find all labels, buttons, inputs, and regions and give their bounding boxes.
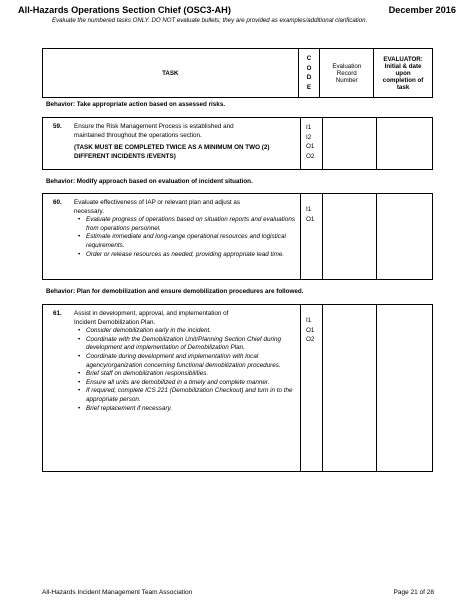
- evaluator-initial-cell[interactable]: [376, 118, 377, 169]
- document-date: December 2016: [388, 5, 456, 15]
- task-bullets: [74, 216, 296, 259]
- list-item: • Evaluate progress of operations based on situation reports and evaluations from operations personnel.: [86, 216, 296, 233]
- evaluation-record-cell[interactable]: [322, 118, 323, 169]
- document-title: All-Hazards Operations Section Chief (OSC3-AH): [18, 5, 231, 15]
- page-header: [18, 5, 456, 15]
- task-row-59: [42, 117, 433, 170]
- footer-organization: All-Hazards Incident Management Team Association: [42, 589, 193, 596]
- evaluation-record-cell[interactable]: [322, 305, 323, 471]
- task-bullets: [74, 327, 296, 413]
- task-number: 59.: [53, 123, 62, 130]
- code-cell: [300, 305, 301, 471]
- list-item: • Ensure all units are demobilized in a timely and complete manner.: [86, 379, 296, 388]
- list-item: • If required, complete ICS 221 (Demobilization Checkout) and turn in to the appropriate person.: [86, 387, 296, 404]
- task-column-header: TASK: [43, 49, 299, 98]
- list-item: • Coordinate with the Demobilization Unit/Planning Section Chief during development and implementation of Demobilization Plan.: [86, 336, 296, 353]
- task-text: Evaluate effectiveness of IAP or relevant plan and adjust as necessary. • Evaluate progress of operations based on situation reports and evaluations from operations personnel. • Estimate immediate and long-range operational resources and logistical requirements. • Order or release resources as needed, providing appropriate lead time.: [74, 199, 296, 259]
- list-item: • Estimate immediate and long-range operational resources and logistical requirements.: [86, 233, 296, 250]
- evaluation-record-cell[interactable]: [322, 194, 323, 279]
- task-codes: I1 I2 O1 O2: [306, 124, 315, 160]
- task-codes: I1 O1 O2: [306, 317, 315, 344]
- code-cell: [300, 118, 301, 169]
- list-item: • Consider demobilization early in the incident.: [86, 327, 296, 336]
- list-item: • Brief staff on demobilization responsibilities.: [86, 370, 296, 379]
- page-number: Page 21 of 28: [393, 589, 434, 596]
- task-number: 61.: [53, 310, 62, 317]
- code-cell: [300, 194, 301, 279]
- behavior-heading: Behavior: Plan for demobilization and ensure demobilization procedures are followed.: [46, 288, 304, 295]
- behavior-heading: Behavior: Take appropriate action based on assessed risks.: [46, 101, 226, 108]
- evaluator-initial-cell[interactable]: [376, 305, 377, 471]
- record-column-header: Evaluation Record Number: [320, 49, 374, 98]
- task-table-header: [42, 48, 433, 98]
- task-requirement-note: (TASK MUST BE COMPLETED TWICE AS A MINIMUM ON TWO (2) DIFFERENT INCIDENTS /EVENTS): [74, 144, 270, 160]
- evaluator-column-header: EVALUATOR: Initial & date upon completion of task: [374, 49, 433, 98]
- task-row-61: [42, 304, 433, 472]
- behavior-heading: Behavior: Modify approach based on evaluation of incident situation.: [46, 178, 253, 185]
- list-item: • Brief replacement if necessary.: [86, 405, 296, 414]
- list-item: • Order or release resources as needed, providing appropriate lead time.: [86, 251, 296, 260]
- task-text: Assist in development, approval, and implementation of Incident Demobilization Plan. • Consider demobilization early in the incident. • Coordinate with the Demobilization Unit/Planning Section Chief during development and implementation of Demobilization Plan. • Coordinate during development and implementation with local agency/organization concerning functional demobilization procedures. • Brief staff on demobilization responsibilities. • Ensure all units are demobilized in a timely and complete manner. • If required, complete ICS 221 (Demobilization Checkout) and turn in to the appropriate person. • Brief replacement if necessary.: [74, 310, 296, 413]
- task-text: Ensure the Risk Management Process is established and maintained throughout the operations section. (TASK MUST BE COMPLETED TWICE AS A MINIMUM ON TWO (2) DIFFERENT INCIDENTS /EVENTS): [74, 123, 296, 161]
- instruction-text: Evaluate the numbered tasks ONLY. DO NOT evaluate bullets; they are provided as examples/additional clarification.: [52, 17, 368, 24]
- task-row-60: [42, 193, 433, 280]
- task-codes: I1 O1: [306, 206, 315, 223]
- task-number: 60.: [53, 199, 62, 206]
- code-column-header: C O D E: [298, 49, 320, 98]
- evaluator-initial-cell[interactable]: [376, 194, 377, 279]
- list-item: • Coordinate during development and implementation with local agency/organization concerning functional demobilization procedures.: [86, 353, 296, 370]
